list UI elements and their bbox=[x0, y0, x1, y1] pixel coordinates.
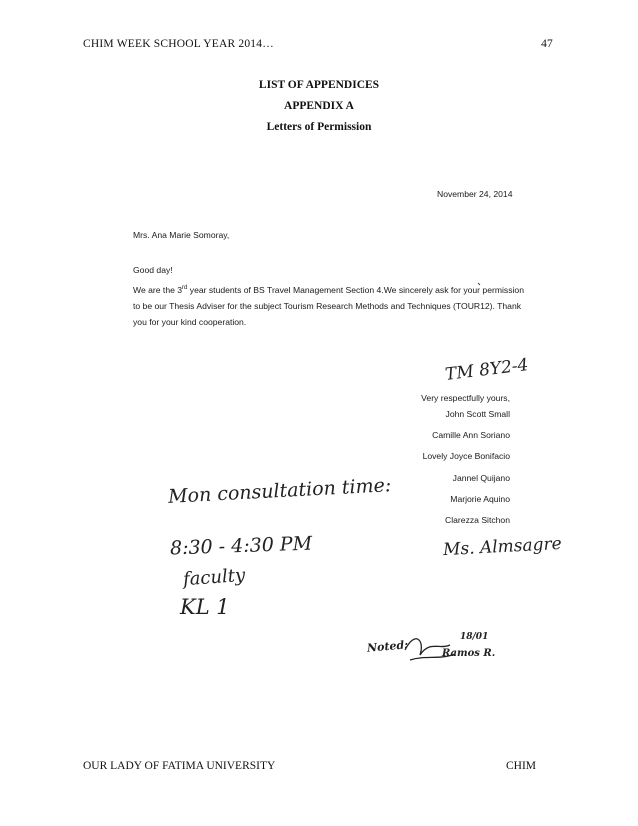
letter-recipient: Mrs. Ana Marie Somoray, bbox=[133, 230, 230, 240]
footer-university: OUR LADY OF FATIMA UNIVERSITY bbox=[83, 760, 276, 772]
signatory-name: Marjorie Aquino bbox=[450, 493, 510, 504]
signatory-name: Camille Ann Soriano bbox=[432, 430, 510, 441]
appendix-a-heading: APPENDIX A bbox=[284, 100, 354, 112]
handwritten-noted-date: 18/01 bbox=[460, 632, 489, 642]
signatory-name: John Scott Small bbox=[445, 409, 510, 419]
handwritten-tm-code: TM 8Y2-4 bbox=[444, 354, 530, 386]
handwritten-consultation: Mon consultation time: bbox=[167, 474, 392, 508]
handwritten-time: 8:30 - 4:30 PM bbox=[169, 532, 313, 560]
letter-body-superscript: rd bbox=[182, 285, 188, 291]
letter-greeting: Good day! bbox=[133, 265, 173, 275]
handwritten-signer: Ms. Almsagre bbox=[442, 533, 563, 561]
handwritten-room1: faculty bbox=[182, 564, 246, 591]
noted-signature-scribble bbox=[405, 639, 455, 660]
handwritten-noted-name: Ramos R. bbox=[442, 648, 496, 659]
header-title: CHIM WEEK SCHOOL YEAR 2014… bbox=[83, 38, 274, 50]
letter-body-rest: year students of BS Travel Management Section 4.We sincerely ask for your permission to be our Thesis Adviser for the subject Tourism Research Methods and Techniques (TOUR12). Thank you for your kind cooperation. bbox=[133, 284, 524, 327]
letters-of-permission-heading: Letters of Permission bbox=[266, 121, 372, 133]
signatory-name: Clarezza Sitchon bbox=[445, 515, 510, 526]
handwritten-noted-label: Noted: bbox=[366, 638, 409, 655]
stamp-mark bbox=[478, 283, 480, 285]
letter-body-start: We are the 3 bbox=[133, 284, 183, 295]
signatory-name: Lovely Joyce Bonifacio bbox=[422, 451, 510, 462]
handwritten-room2: KL 1 bbox=[180, 595, 230, 619]
footer-chim: CHIM bbox=[505, 760, 536, 772]
page-number: 47 bbox=[541, 38, 553, 50]
list-of-appendices-heading: LIST OF APPENDICES bbox=[258, 79, 380, 91]
letter-date: November 24, 2014 bbox=[437, 189, 513, 199]
letter-closing: Very respectfully yours, bbox=[421, 393, 510, 403]
signatory-name: Jannel Quijano bbox=[452, 472, 510, 483]
